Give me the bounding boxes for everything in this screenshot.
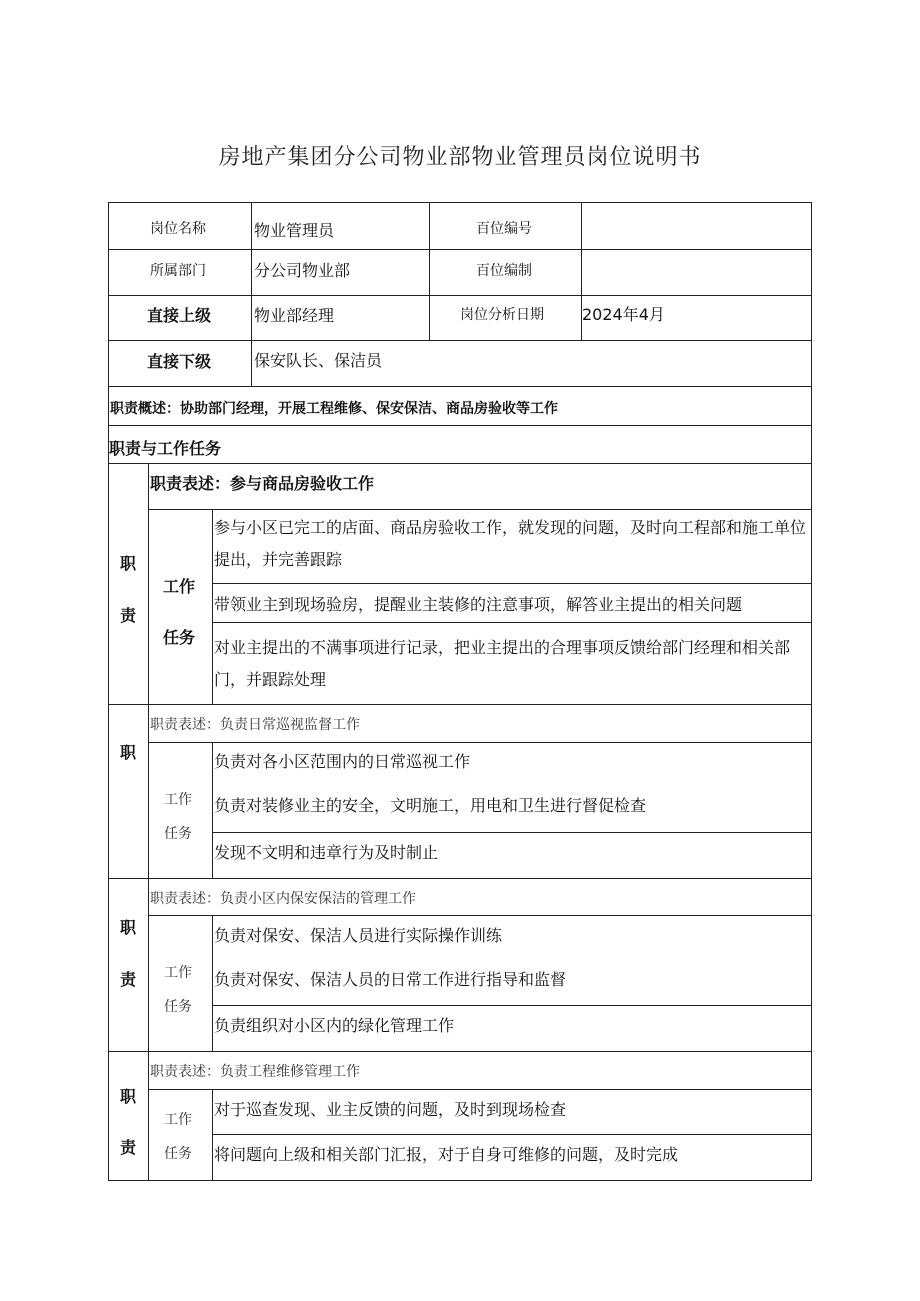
section-title: 职责与工作任务 bbox=[109, 439, 222, 458]
duty-label-char: 责 bbox=[120, 970, 137, 989]
department-value: 分公司物业部 bbox=[254, 261, 351, 280]
row-divider bbox=[108, 463, 812, 464]
task-item: 负责对保安、保洁人员的日常工作进行指导和监督 bbox=[214, 970, 567, 989]
duty-label-char: 职 bbox=[120, 1087, 137, 1106]
row-divider bbox=[148, 1089, 812, 1090]
row-divider bbox=[212, 832, 812, 833]
analysis-date-value: 2024年4月 bbox=[582, 305, 665, 324]
row-divider bbox=[148, 915, 812, 916]
row-divider bbox=[212, 1134, 812, 1135]
row-divider bbox=[108, 386, 812, 387]
headcount-label: 百位编制 bbox=[476, 263, 532, 279]
department-label: 所属部门 bbox=[150, 263, 206, 279]
task-label: 任务 bbox=[164, 826, 192, 842]
task-item: 负责对保安、保洁人员进行实际操作训练 bbox=[214, 926, 503, 945]
task-label: 任务 bbox=[164, 1146, 192, 1162]
position-name-label: 岗位名称 bbox=[150, 221, 206, 237]
row-divider bbox=[108, 340, 812, 341]
superior-value: 物业部经理 bbox=[254, 306, 335, 325]
document-title: 房地产集团分公司物业部物业管理员岗位说明书 bbox=[218, 145, 702, 170]
duty-label-char: 职 bbox=[120, 918, 137, 937]
duty-description: 职责表述：负责日常巡视监督工作 bbox=[150, 717, 360, 733]
row-divider bbox=[108, 704, 812, 705]
task-label: 工作 bbox=[163, 577, 196, 596]
task-label: 工作 bbox=[164, 792, 192, 808]
col-divider bbox=[148, 463, 149, 1181]
row-divider bbox=[108, 1051, 812, 1052]
task-item: 发现不文明和违章行为及时制止 bbox=[214, 843, 439, 862]
col-divider bbox=[212, 509, 213, 704]
duty-description: 职责表述：负责小区内保安保洁的管理工作 bbox=[150, 891, 416, 907]
duty-summary: 职责概述：协助部门经理，开展工程维修、保安保洁、商品房验收等工作 bbox=[110, 401, 558, 417]
task-item: 带领业主到现场验房，提醒业主装修的注意事项，解答业主提出的相关问题 bbox=[214, 595, 743, 614]
row-divider bbox=[212, 1005, 812, 1006]
duty-description: 职责表述：参与商品房验收工作 bbox=[150, 474, 375, 493]
table-border-bottom bbox=[108, 1180, 812, 1181]
row-divider bbox=[148, 742, 812, 743]
subordinate-label: 直接下级 bbox=[147, 352, 212, 371]
col-divider bbox=[212, 915, 213, 1051]
col-divider bbox=[429, 202, 430, 340]
table-border-left bbox=[108, 202, 109, 1181]
row-divider bbox=[108, 249, 812, 250]
row-divider bbox=[148, 509, 812, 510]
row-divider bbox=[108, 295, 812, 296]
task-item: 对于巡查发现、业主反馈的问题，及时到现场检查 bbox=[214, 1100, 567, 1119]
duty-label-char: 职 bbox=[120, 554, 137, 573]
position-name-value: 物业管理员 bbox=[254, 221, 335, 240]
task-item: 负责对各小区范围内的日常巡视工作 bbox=[214, 752, 471, 771]
task-label: 工作 bbox=[164, 965, 192, 981]
row-divider bbox=[108, 425, 812, 426]
task-label: 任务 bbox=[163, 628, 196, 647]
task-label: 任务 bbox=[164, 999, 192, 1015]
position-code-label: 百位编号 bbox=[476, 221, 532, 237]
task-item: 将问题向上级和相关部门汇报，对于自身可维修的问题，及时完成 bbox=[214, 1145, 679, 1164]
row-divider bbox=[108, 878, 812, 879]
task-item: 参与小区已完工的店面、商品房验收工作，就发现的问题，及时向工程部和施工单位提出，并完善跟踪 bbox=[214, 518, 807, 569]
duty-label-char: 责 bbox=[120, 1138, 137, 1157]
row-divider bbox=[212, 583, 812, 584]
task-item: 负责组织对小区内的绿化管理工作 bbox=[214, 1016, 455, 1035]
analysis-date-label: 岗位分析日期 bbox=[460, 307, 544, 323]
duty-label-char: 责 bbox=[120, 606, 137, 625]
duty-label-char: 职 bbox=[120, 743, 137, 762]
superior-label: 直接上级 bbox=[147, 306, 212, 325]
table-border-right bbox=[811, 202, 812, 1181]
table-border-top bbox=[108, 202, 812, 203]
task-item: 负责对装修业主的安全，文明施工，用电和卫生进行督促检查 bbox=[214, 796, 647, 815]
col-divider bbox=[251, 202, 252, 386]
duty-description: 职责表述：负责工程维修管理工作 bbox=[150, 1064, 360, 1080]
subordinate-value: 保安队长、保洁员 bbox=[254, 351, 383, 370]
task-item: 对业主提出的不满事项进行记录，把业主提出的合理事项反馈给部门经理和相关部门，并跟踪处理 bbox=[214, 638, 791, 689]
row-divider bbox=[212, 622, 812, 623]
task-label: 工作 bbox=[164, 1112, 192, 1128]
col-divider bbox=[212, 742, 213, 878]
